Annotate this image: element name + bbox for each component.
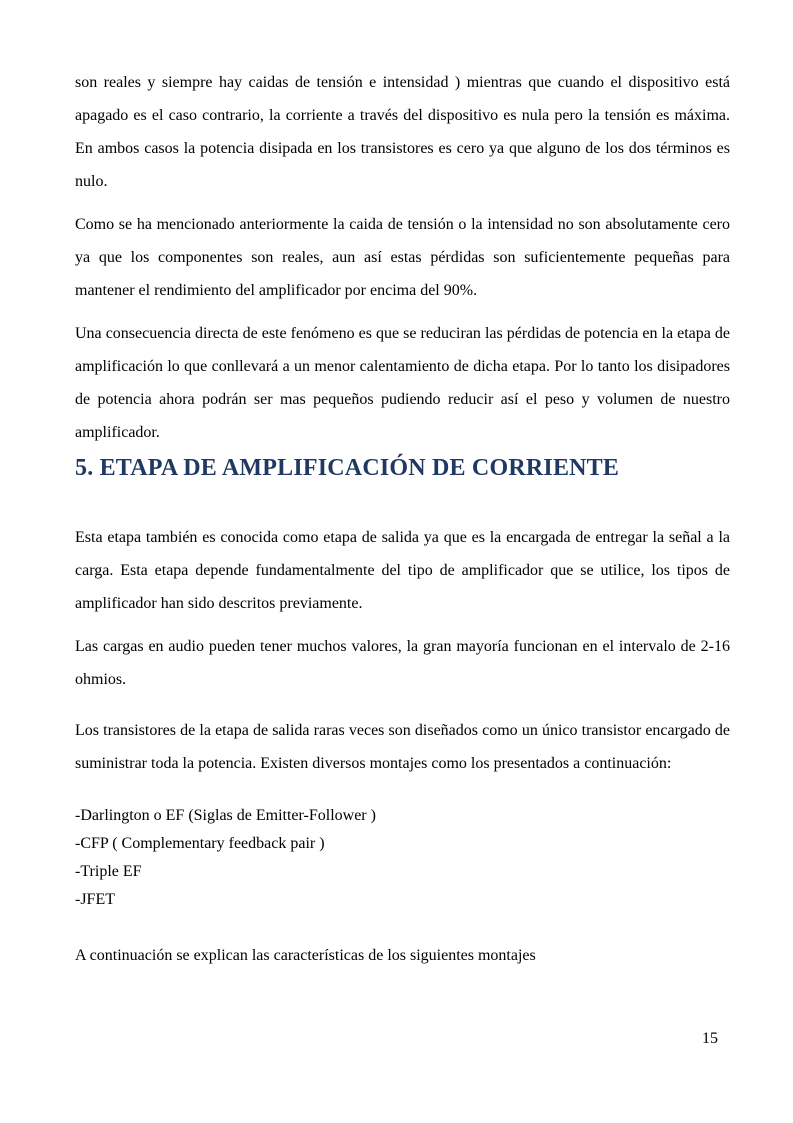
paragraph-perdidas-rendimiento: Como se ha mencionado anteriormente la caida de tensión o la intensidad no son absolutamente cero ya que los componentes son reales, aun así estas pérdidas son suficientemente pequeñas para mantener el rendimiento del amplificador por encima del 90%. [75, 216, 730, 299]
montage-list [75, 802, 730, 914]
page-number: 15 [702, 1030, 718, 1047]
list-item-darlington: -Darlington o EF (Siglas de Emitter-Follower ) [75, 807, 376, 824]
list-item-triple-ef: -Triple EF [75, 863, 142, 880]
list-item-jfet: -JFET [75, 891, 115, 908]
paragraph-cargas-audio: Las cargas en audio pueden tener muchos valores, la gran mayoría funcionan en el intervalo de 2-16 ohmios. [75, 638, 730, 688]
paragraph-etapa-salida: Esta etapa también es conocida como etapa de salida ya que es la encargada de entregar la señal a la carga. Esta etapa depende fundamentalmente del tipo de amplificador que se utilice, los tipos de amplificador han sido descritos previamente. [75, 529, 730, 612]
section-heading-etapa-amplificacion: 5. ETAPA DE AMPLIFICACIÓN DE CORRIENTE [75, 455, 620, 481]
paragraph-transistores-montajes: Los transistores de la etapa de salida raras veces son diseñados como un único transistor encargado de suministrar toda la potencia. Existen diversos montajes como los presentados a continuación: [75, 722, 730, 772]
paragraph-closing: A continuación se explican las características de los siguientes montajes [75, 947, 536, 964]
list-item-cfp: -CFP ( Complementary feedback pair ) [75, 835, 325, 852]
paragraph-conduccion-dispositivo: son reales y siempre hay caidas de tensión e intensidad ) mientras que cuando el dispositivo está apagado es el caso contrario, la corriente a través del dispositivo es nula pero la tensión es máxima. En ambos casos la potencia disipada en los transistores es cero ya que alguno de los dos términos es nulo. [75, 74, 730, 190]
paragraph-consecuencia-disipadores: Una consecuencia directa de este fenómeno es que se reduciran las pérdidas de potencia en la etapa de amplificación lo que conllevará a un menor calentamiento de dicha etapa. Por lo tanto los disipadores de potencia ahora podrán ser mas pequeños pudiendo reducir así el peso y volumen de nuestro amplificador. [75, 325, 730, 441]
